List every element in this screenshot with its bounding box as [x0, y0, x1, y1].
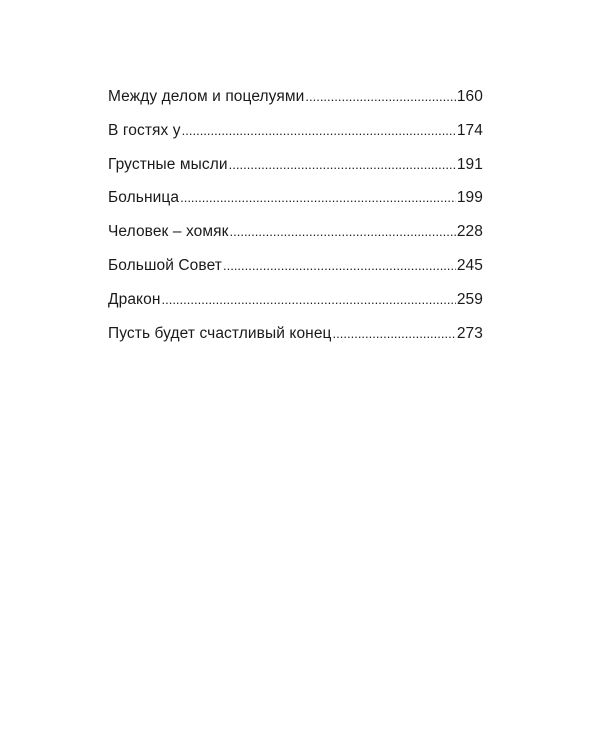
toc-entry-page-number: 259	[456, 290, 483, 308]
toc-entry-page-number: 273	[456, 324, 483, 342]
toc-entry[interactable]	[108, 189, 483, 223]
toc-entry[interactable]	[108, 291, 483, 325]
toc-entry-title: Дракон	[108, 290, 161, 308]
toc-entry-title: В гостях у	[108, 121, 181, 139]
toc-dot-leader	[229, 157, 456, 172]
toc-entry[interactable]	[108, 156, 483, 190]
toc-entry[interactable]	[108, 257, 483, 291]
toc-dot-leader	[161, 292, 455, 307]
toc-dot-leader	[305, 89, 455, 104]
toc-entry-page-number: 160	[456, 88, 483, 105]
toc-entry[interactable]	[108, 122, 483, 156]
toc-entry[interactable]	[108, 223, 483, 257]
toc-dot-leader	[333, 326, 456, 341]
toc-entry-title: Человек – хомяк	[108, 223, 229, 241]
toc-dot-leader	[180, 190, 456, 205]
toc-entry-page-number: 191	[456, 155, 483, 173]
toc-entry-page-number: 174	[456, 121, 483, 139]
toc-entry[interactable]	[108, 325, 483, 359]
toc-entry-title: Грустные мысли	[108, 155, 228, 173]
toc-entry-page-number: 245	[456, 256, 483, 274]
toc-entry-title: Большой Совет	[108, 256, 222, 274]
toc-dot-leader	[223, 258, 456, 273]
toc-entry[interactable]	[108, 88, 483, 122]
toc-dot-leader	[230, 224, 456, 239]
table-of-contents	[108, 88, 483, 358]
toc-entry-title: Пусть будет счастливый конец	[108, 324, 332, 342]
toc-entry-title: Между делом и поцелуями	[108, 88, 305, 105]
toc-entry-page-number: 199	[456, 189, 483, 207]
toc-entry-page-number: 228	[456, 223, 483, 241]
toc-dot-leader	[182, 123, 456, 138]
toc-entry-title: Больница	[108, 189, 180, 207]
